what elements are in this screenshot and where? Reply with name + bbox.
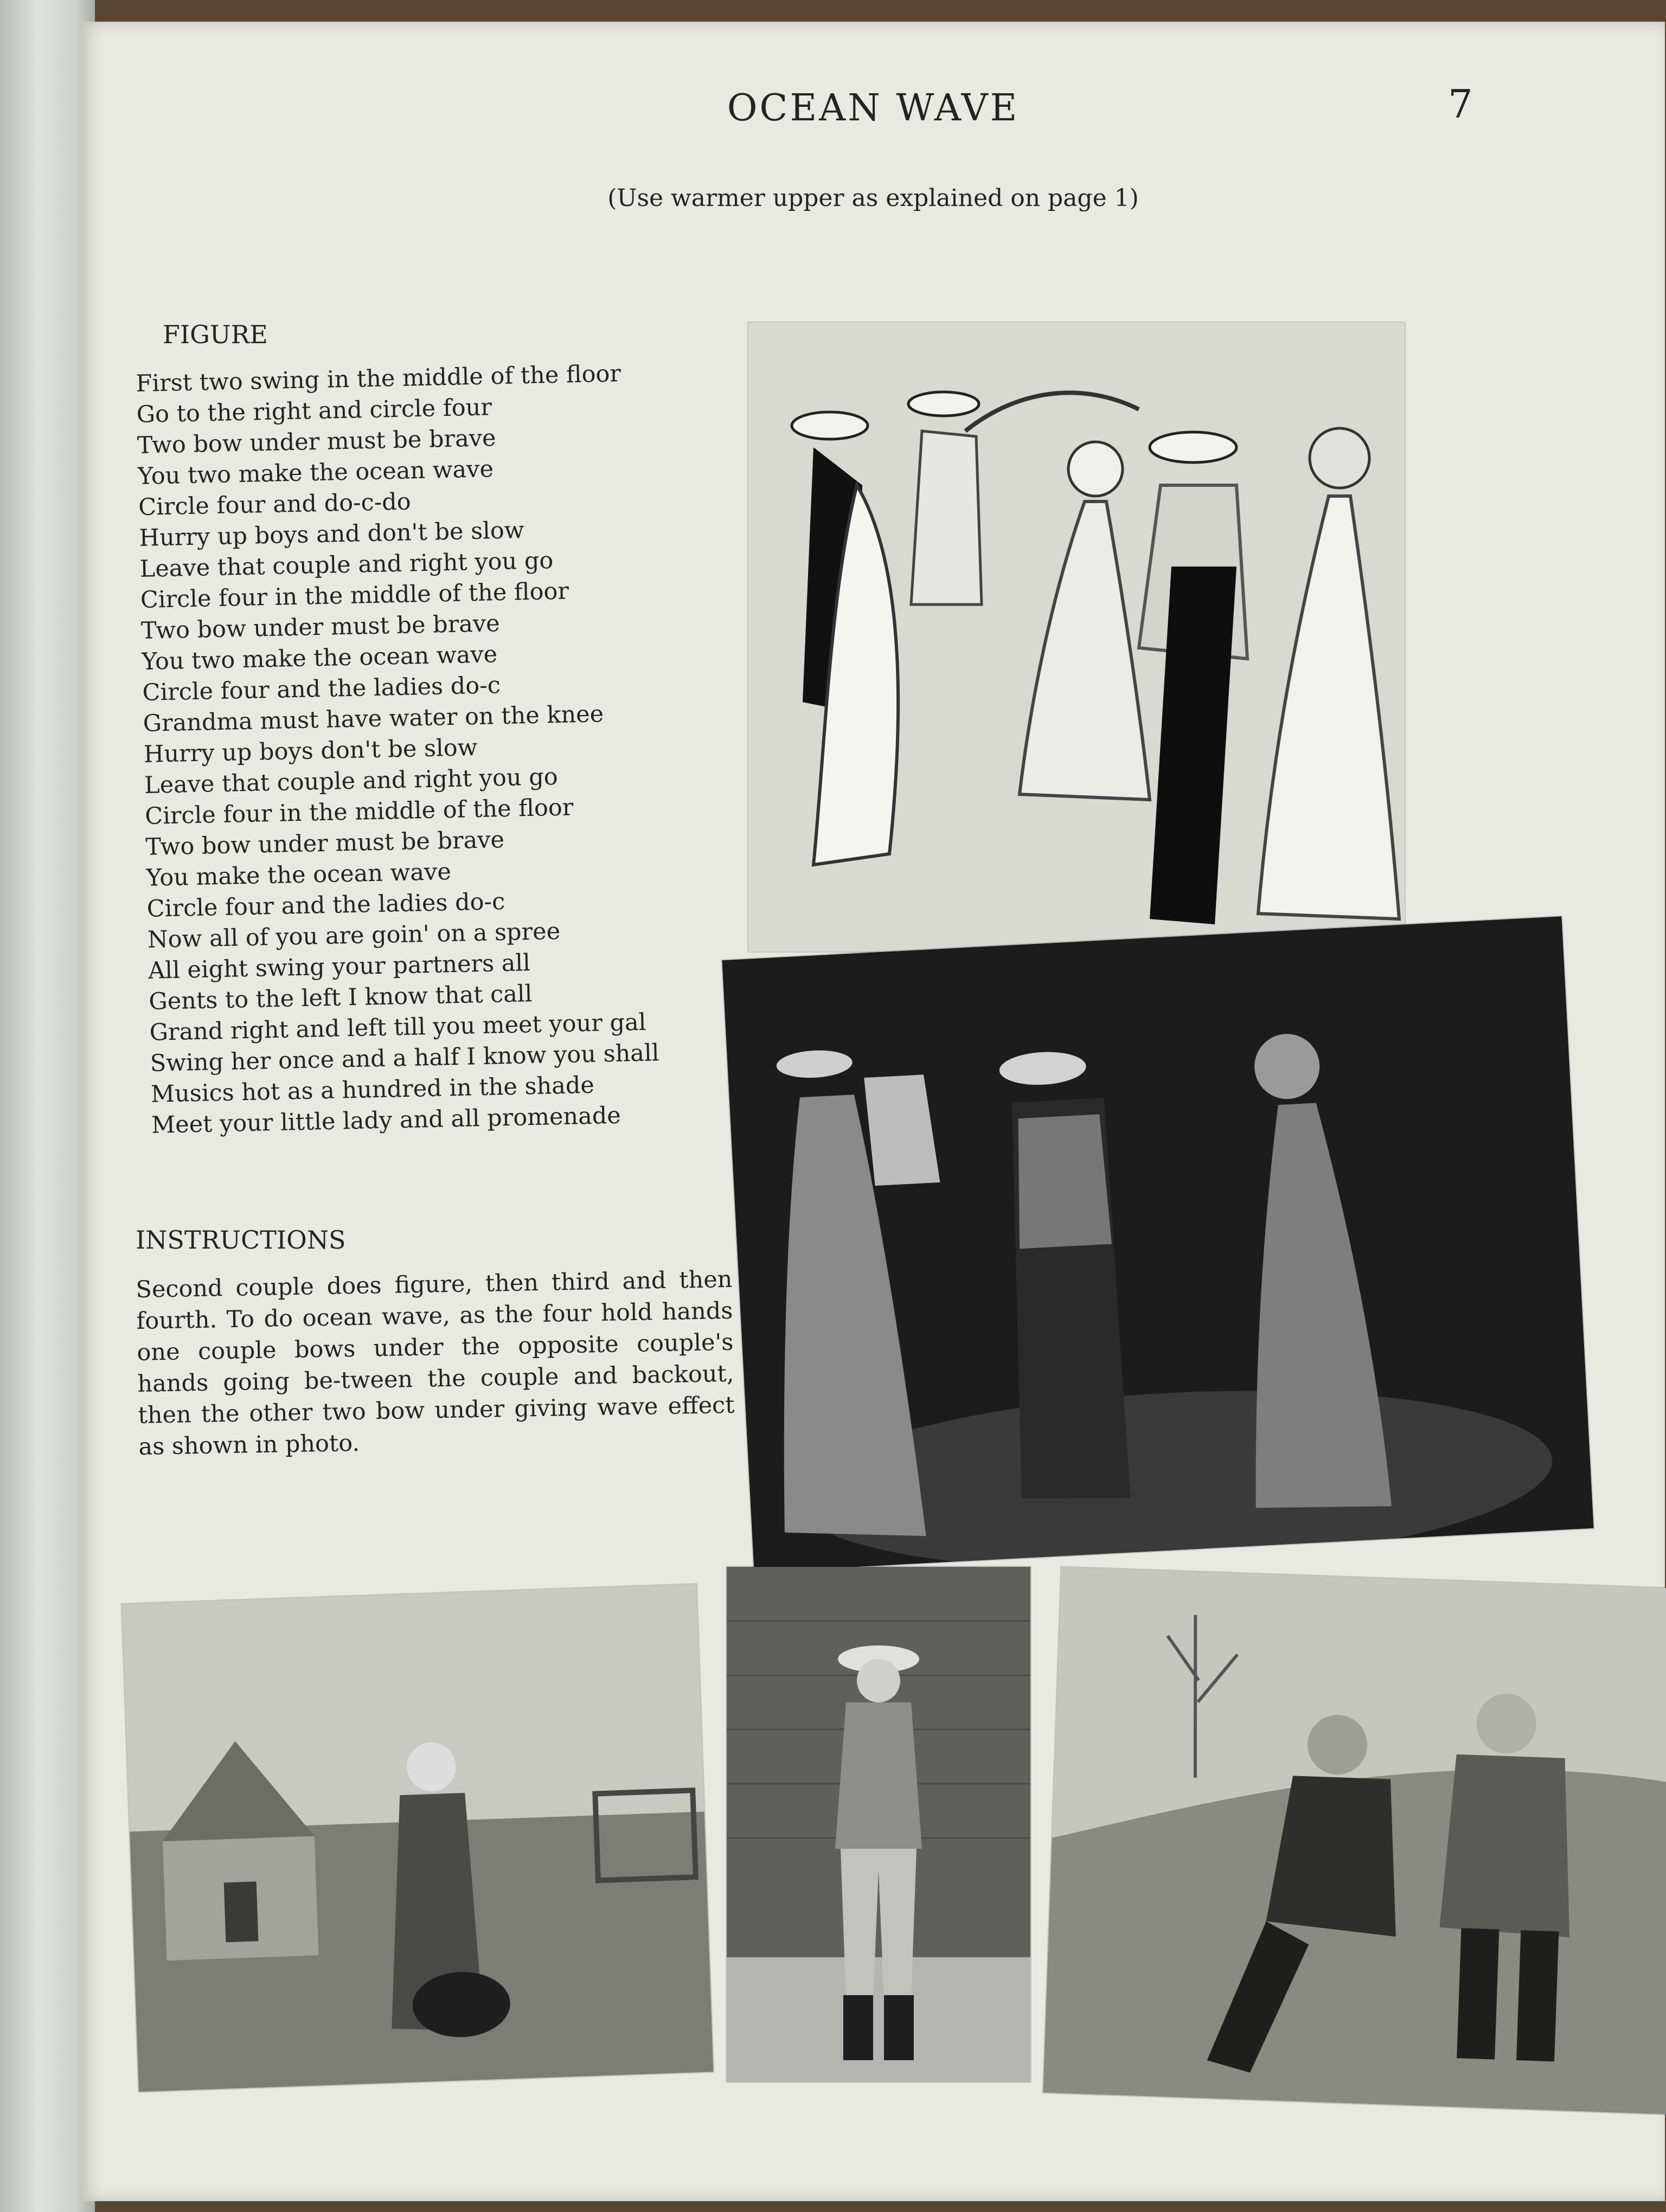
page-subtitle: (Use warmer upper as explained on page 1) — [607, 184, 1139, 212]
figure-line: Leave that couple and right you go — [144, 763, 559, 799]
figure-line: Circle four and the ladies do-c — [142, 672, 501, 706]
figure-line: Now all of you are goin' on a spree — [147, 917, 561, 954]
figure-line: Hurry up boys don't be slow — [143, 734, 478, 768]
figure-line: Grand right and left till you meet your gal — [149, 1008, 646, 1046]
figure-line: Circle four and do-c-do — [138, 488, 412, 521]
figure-line: You two make the ocean wave — [137, 455, 494, 490]
instructions-text: Second couple does figure, then third and then fourth. To do ocean wave, as the four hold hands one couple bows under the opposite couple's hands going be-tween the couple and backout, then the other two bow under giving wave effect as shown in photo. — [136, 1265, 735, 1461]
cowboy-photo — [727, 1567, 1030, 2082]
figure-line: Circle four and the ladies do-c — [146, 888, 505, 923]
dancers-photo — [722, 916, 1593, 1572]
figure-line: Two bow under must be brave — [140, 610, 501, 645]
figure-line: Swing her once and a half I know you shall — [150, 1039, 659, 1077]
book-page — [81, 22, 1665, 2201]
figure-heading: FIGURE — [163, 320, 268, 349]
figure-line: Circle four in the middle of the floor — [144, 794, 574, 830]
figure-line: Gents to the left I know that call — [148, 980, 533, 1015]
instructions-heading: INSTRUCTIONS — [136, 1225, 346, 1255]
page-title: OCEAN WAVE — [727, 87, 1020, 130]
figure-line: Two bow under must be brave — [145, 826, 505, 861]
page-number: 7 — [1448, 81, 1473, 127]
figure-line: Meet your little lady and all promenade — [151, 1102, 621, 1139]
dancers-illustration — [748, 323, 1405, 951]
farm-photo — [122, 1584, 714, 2092]
figure-line: Musics hot as a hundred in the shade — [150, 1071, 595, 1108]
figure-line: First two swing in the middle of the floor — [136, 360, 621, 397]
figure-line: Two bow under must be brave — [137, 425, 496, 459]
two-men-photo — [1043, 1567, 1666, 2114]
figure-line: Hurry up boys and don't be slow — [139, 517, 525, 552]
book-spine — [0, 0, 95, 2212]
figure-line: Grandma must have water on the knee — [143, 700, 604, 737]
figure-line: Circle four in the middle of the floor — [140, 577, 569, 614]
figure-line: You two make the ocean wave — [141, 641, 498, 676]
figure-lines — [136, 356, 765, 1141]
figure-line: You make the ocean wave — [146, 858, 452, 892]
figure-line: All eight swing your partners all — [148, 949, 531, 985]
figure-line: Leave that couple and right you go — [139, 546, 554, 583]
figure-line: Go to the right and circle four — [136, 394, 492, 428]
